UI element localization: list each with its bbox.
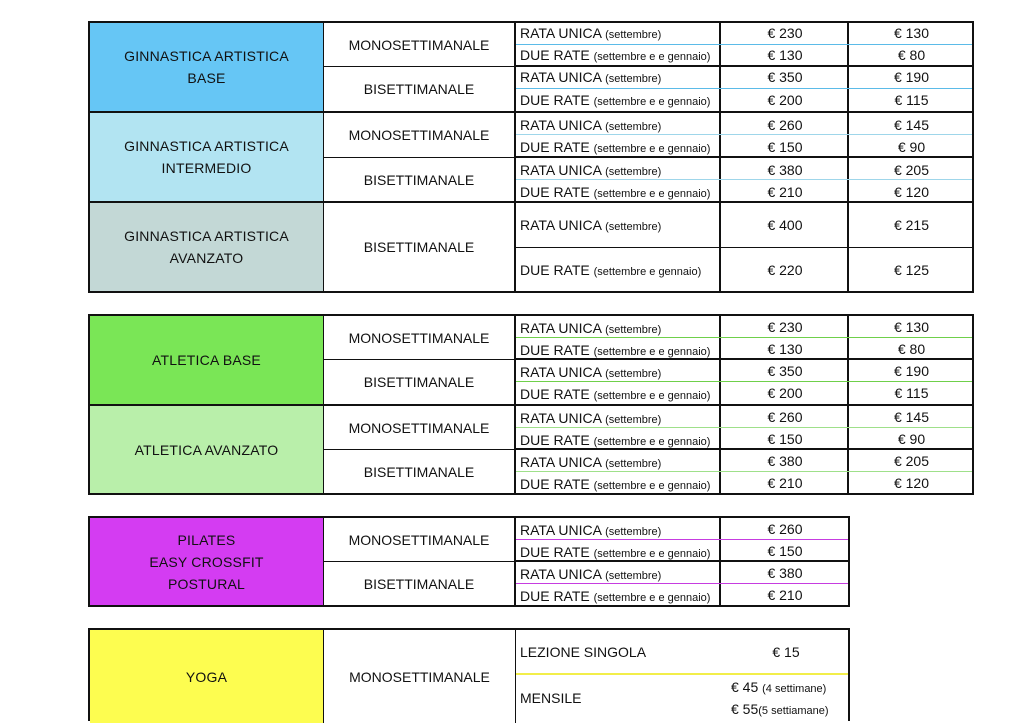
- rate-note: (settembre e e gennaio): [593, 436, 711, 448]
- rate-note: (settembre e e gennaio): [593, 480, 711, 492]
- price-b: € 145: [893, 117, 930, 133]
- price-b: € 130: [893, 25, 930, 41]
- price-a: € 150: [767, 431, 803, 447]
- category-yoga: [90, 630, 324, 723]
- rate-label: RATA UNICA: [520, 25, 602, 41]
- price-row: [516, 360, 972, 382]
- rate-note: (settembre e e gennaio): [593, 346, 711, 358]
- rate-label: RATA UNICA: [520, 454, 602, 470]
- price-a: € 210: [767, 475, 803, 491]
- rate-label: DUE RATE: [520, 432, 590, 448]
- price-row: [516, 540, 848, 562]
- price-row: [516, 338, 972, 360]
- price-row: [516, 203, 972, 248]
- freq-bi: BISETTIMANALE: [324, 203, 516, 291]
- price-b: € 80: [897, 47, 926, 63]
- price-note: (4 settimane): [762, 683, 827, 695]
- freq-bi: BISETTIMANALE: [324, 67, 516, 113]
- price-row: [516, 428, 972, 450]
- rate-note: (settembre e e gennaio): [593, 188, 711, 200]
- price-a: € 350: [767, 363, 803, 379]
- price-a: € 260: [767, 117, 803, 133]
- price-a: € 150: [767, 543, 803, 559]
- rate-label: DUE RATE: [520, 139, 590, 155]
- price-a: € 200: [767, 385, 803, 401]
- price-row: [516, 675, 848, 723]
- rate-label: RATA UNICA: [520, 117, 602, 133]
- rate-label: RATA UNICA: [520, 566, 602, 582]
- price-b: € 215: [893, 217, 930, 233]
- price-b: € 115: [894, 92, 929, 108]
- price-row: [516, 406, 972, 428]
- rate-label: RATA UNICA: [520, 320, 602, 336]
- price-b: € 90: [897, 139, 926, 155]
- rate-note: (settembre): [605, 221, 662, 233]
- ginnastica-table: [88, 21, 974, 293]
- category-label: ATLETICA BASE: [152, 352, 261, 368]
- rate-note: (settembre): [605, 121, 662, 133]
- price-a: € 150: [767, 139, 803, 155]
- price-a: € 380: [767, 565, 803, 581]
- rate-note: (settembre): [605, 324, 662, 336]
- price-a: € 200: [767, 92, 803, 108]
- price-row: [516, 316, 972, 338]
- freq-mono: MONOSETTIMANALE: [324, 113, 516, 158]
- price-b: € 120: [893, 184, 930, 200]
- monthly-price-4: [731, 677, 851, 699]
- price-a: € 260: [767, 409, 803, 425]
- price-a: € 210: [767, 184, 803, 200]
- category-line2: EASY CROSSFIT: [149, 553, 264, 570]
- rate-label: RATA UNICA: [520, 410, 602, 426]
- freq-mono: MONOSETTIMANALE: [324, 630, 516, 723]
- category-line1: GINNASTICA ARTISTICA: [124, 48, 289, 64]
- price-row: [516, 23, 972, 45]
- price-a: € 260: [767, 521, 803, 537]
- rate-note: (settembre e e gennaio): [593, 548, 711, 560]
- price-b: € 120: [893, 475, 930, 491]
- category-line1: PILATES: [177, 531, 236, 548]
- price-a: € 210: [767, 587, 803, 603]
- rate-label: DUE RATE: [520, 544, 590, 560]
- category-ginnastica-base: [90, 23, 324, 113]
- category-line2: BASE: [187, 70, 226, 86]
- price-note: (5 settiamane): [758, 705, 829, 717]
- price-row: [516, 89, 972, 113]
- freq-mono: MONOSETTIMANALE: [324, 518, 516, 562]
- category-pilates: [90, 518, 324, 605]
- price-b: € 190: [893, 69, 930, 85]
- rate-label: DUE RATE: [520, 92, 590, 108]
- rate-note: (settembre): [605, 526, 662, 538]
- rate-note: (settembre): [605, 368, 662, 380]
- price-a: € 400: [767, 217, 803, 233]
- category-atletica-base: [90, 316, 324, 406]
- rate-note: (settembre): [605, 73, 662, 85]
- price-b: € 130: [893, 319, 930, 335]
- freq-mono: MONOSETTIMANALE: [324, 23, 516, 67]
- lesson-label: LEZIONE SINGOLA: [520, 644, 647, 660]
- rate-note: (settembre): [605, 414, 662, 426]
- lesson-price: € 15: [772, 644, 800, 660]
- rate-label: DUE RATE: [520, 588, 590, 604]
- price-row: [516, 113, 972, 135]
- rate-label: DUE RATE: [520, 342, 590, 358]
- price-row: [516, 67, 972, 89]
- rate-label: RATA UNICA: [520, 69, 602, 85]
- price-a: € 130: [767, 341, 803, 357]
- price-row: [516, 248, 972, 291]
- rate-label: DUE RATE: [520, 262, 590, 278]
- rate-note: (settembre): [605, 166, 662, 178]
- rate-label: DUE RATE: [520, 184, 590, 200]
- atletica-table: [88, 314, 974, 495]
- price-row: [516, 180, 972, 203]
- price-b: € 90: [897, 431, 926, 447]
- rate-note: (settembre e e gennaio): [593, 96, 711, 108]
- rate-label: RATA UNICA: [520, 162, 602, 178]
- category-line3: POSTURAL: [167, 575, 246, 592]
- price-b: € 125: [893, 262, 930, 278]
- price-b: € 115: [894, 385, 929, 401]
- price-a: € 350: [767, 69, 803, 85]
- rate-label: DUE RATE: [520, 386, 590, 402]
- rate-note: (settembre): [605, 570, 662, 582]
- category-line1: GINNASTICA ARTISTICA: [124, 138, 289, 154]
- rate-label: DUE RATE: [520, 47, 590, 63]
- category-label: ATLETICA AVANZATO: [134, 441, 279, 458]
- price-b: € 80: [897, 341, 926, 357]
- freq-mono: MONOSETTIMANALE: [324, 406, 516, 450]
- price-row: [516, 450, 972, 472]
- price-a: € 130: [767, 47, 803, 63]
- pilates-table: [88, 516, 850, 607]
- category-ginnastica-avanzato: [90, 203, 324, 291]
- freq-bi: BISETTIMANALE: [324, 158, 516, 203]
- category-line2: INTERMEDIO: [161, 160, 252, 176]
- category-atletica-avanzato: [90, 406, 324, 493]
- price-row: [516, 584, 848, 605]
- rate-note: (settembre): [605, 458, 662, 470]
- price-row: [516, 472, 972, 493]
- rate-label: RATA UNICA: [520, 522, 602, 538]
- price-row: [516, 135, 972, 158]
- yoga-table: [88, 628, 850, 721]
- category-label: YOGA: [185, 668, 228, 685]
- price-a: € 380: [767, 453, 803, 469]
- price-b: € 190: [893, 363, 930, 379]
- price-b: € 205: [893, 453, 930, 469]
- price-a: € 220: [767, 262, 803, 278]
- rate-label: RATA UNICA: [520, 217, 602, 233]
- price-a: € 380: [767, 162, 803, 178]
- price-b: € 205: [893, 162, 930, 178]
- rate-note: (settembre e e gennaio): [593, 51, 711, 63]
- price-row: [516, 158, 972, 180]
- rate-note: (settembre e e gennaio): [593, 390, 711, 402]
- price-a: € 230: [767, 319, 803, 335]
- rate-label: RATA UNICA: [520, 364, 602, 380]
- category-ginnastica-intermedio: [90, 113, 324, 203]
- price-row: [516, 562, 848, 584]
- price-row: [516, 630, 848, 675]
- monthly-price-5: [731, 699, 851, 721]
- rate-label: DUE RATE: [520, 476, 590, 492]
- price-row: [516, 382, 972, 406]
- freq-bi: BISETTIMANALE: [324, 450, 516, 493]
- rate-note: (settembre e gennaio): [593, 266, 702, 278]
- category-line1: GINNASTICA ARTISTICA: [124, 228, 289, 244]
- rate-note: (settembre): [605, 29, 662, 41]
- price-value: € 55: [731, 701, 759, 717]
- monthly-label: MENSILE: [520, 690, 582, 706]
- category-line2: AVANZATO: [169, 250, 244, 266]
- price-b: € 145: [893, 409, 930, 425]
- price-row: [516, 45, 972, 67]
- price-a: € 230: [767, 25, 803, 41]
- freq-bi: BISETTIMANALE: [324, 562, 516, 605]
- rate-note: (settembre e e gennaio): [593, 143, 711, 155]
- price-row: [516, 518, 848, 540]
- freq-mono: MONOSETTIMANALE: [324, 316, 516, 360]
- price-value: € 45: [731, 679, 759, 695]
- freq-bi: BISETTIMANALE: [324, 360, 516, 406]
- rate-note: (settembre e e gennaio): [593, 592, 711, 604]
